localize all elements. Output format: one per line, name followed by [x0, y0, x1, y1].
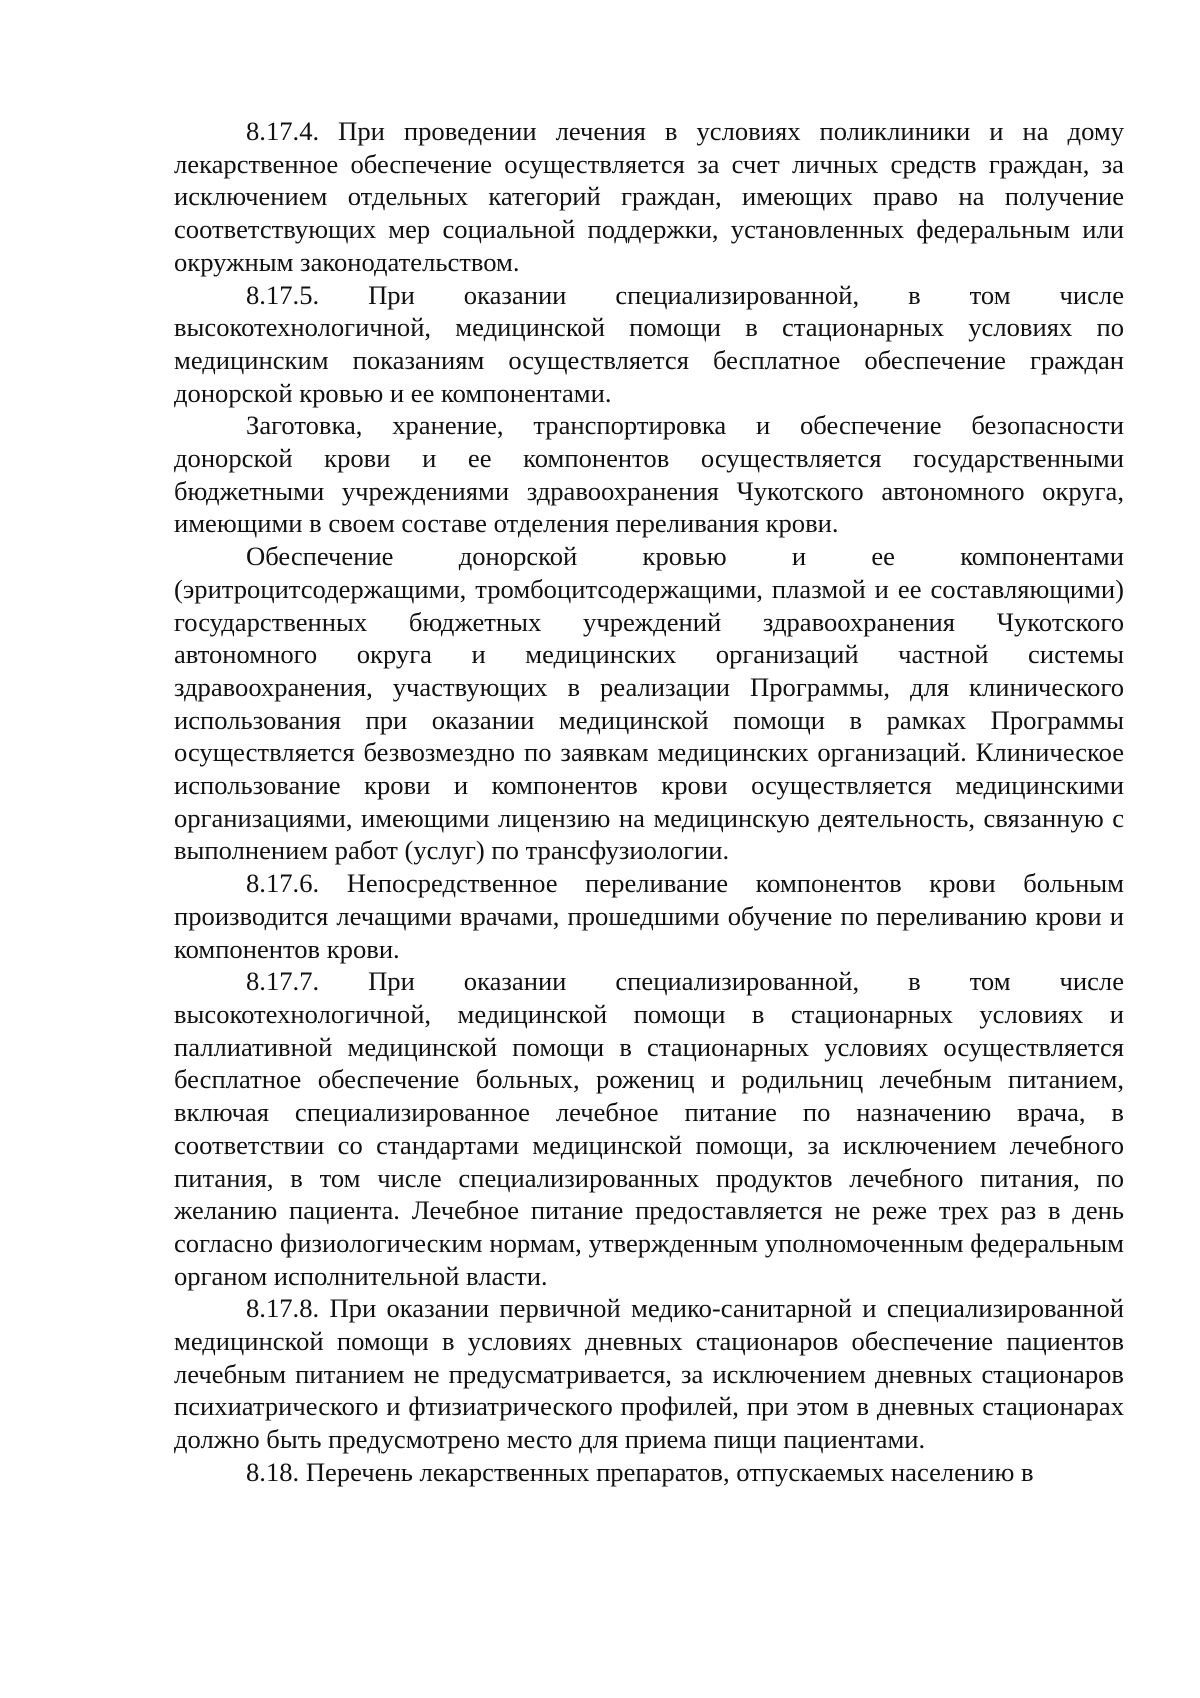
- paragraph-8-17-4: 8.17.4. При проведении лечения в условиях поликлиники и на дому лекарственное обеспечение осуществляется за счет личных средств граждан, за исключением отдельных категорий граждан, имеющих право на получение соответствующих мер социальной поддержки, установленных федеральным или окружным законодательством.: [174, 116, 1124, 277]
- paragraph-8-18: 8.18. Перечень лекарственных препаратов, отпускаемых населению в: [246, 1456, 1034, 1487]
- paragraph-blood-procurement: Заготовка, хранение, транспортировка и обеспечение безопасности донорской крови и ее компонентов осуществляется государственными бюджетными учреждениями здравоохранения Чукотского автономного округа, имеющими в своем составе отделения переливания крови.: [174, 410, 1124, 539]
- paragraph-8-17-5: 8.17.5. При оказании специализированной, в том числе высокотехнологичной, медицинской помощи в стационарных условиях по медицинским показаниям осуществляется бесплатное обеспечение граждан донорской кровью и ее компонентами.: [174, 279, 1124, 408]
- document-page: [174, 115, 1124, 1489]
- paragraph-8-17-6: 8.17.6. Непосредственное переливание компонентов крови больным производится лечащими врачами, прошедшими обучение по переливанию крови и компонентов крови.: [174, 868, 1124, 964]
- paragraph-8-17-7: 8.17.7. При оказании специализированной, в том числе высокотехнологичной, медицинской помощи в стационарных условиях и паллиативной медицинской помощи в стационарных условиях осуществляется бесплатное обеспечение больных, рожениц и родильниц лечебным питанием, включая специализированное лечебное питание по назначению врача, в соответствии со стандартами медицинской помощи, за исключением лечебного питания, в том числе специализированных продуктов лечебного питания, по желанию пациента. Лечебное питание предоставляется не реже трех раз в день согласно физиологическим нормам, утвержденным уполномоченным федеральным органом исполнительной власти.: [174, 966, 1124, 1291]
- paragraph-blood-supply: Обеспечение донорской кровью и ее компонентами (эритроцитсодержащими, тромбоцитсодержащими, плазмой и ее составляющими) государственных бюджетных учреждений здравоохранения Чукотского автономного округа и медицинских организаций частной системы здравоохранения, участвующих в реализации Программы, для клинического использования при оказании медицинской помощи в рамках Программы осуществляется безвозмездно по заявкам медицинских организаций. Клиническое использование крови и компонентов крови осуществляется медицинскими организациями, имеющими лицензию на медицинскую деятельность, связанную с выполнением работ (услуг) по трансфузиологии.: [174, 541, 1124, 866]
- paragraph-8-17-8: 8.17.8. При оказании первичной медико-санитарной и специализированной медицинской помощи в условиях дневных стационаров обеспечение пациентов лечебным питанием не предусматривается, за исключением дневных стационаров психиатрического и фтизиатрического профилей, при этом в дневных стационарах должно быть предусмотрено место для приема пищи пациентами.: [174, 1293, 1124, 1455]
